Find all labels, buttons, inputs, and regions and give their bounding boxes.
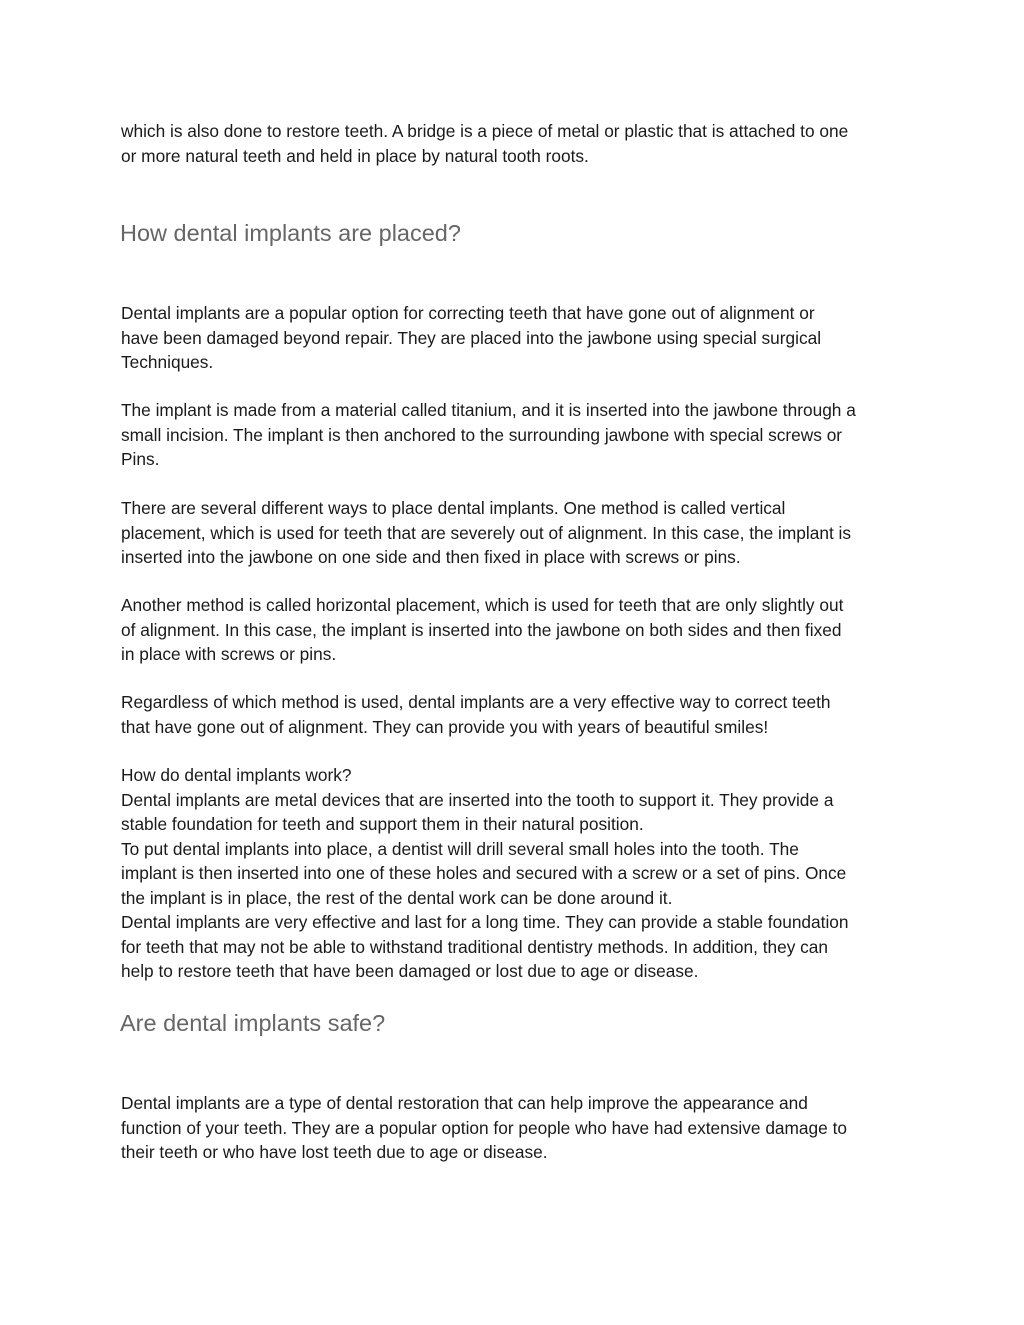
text-line: Dental implants are metal devices that are inserted into the tooth to support it. They provide a	[121, 789, 834, 810]
text-line: The implant is made from a material called titanium, and it is inserted into the jawbone through a	[121, 400, 856, 420]
text-line: of alignment. In this case, the implant is inserted into the jawbone on both sides and then fixed	[121, 619, 842, 640]
text-line: implant is then inserted into one of these holes and secured with a screw or a set of pins. Once	[121, 863, 847, 883]
text-line: for teeth that may not be able to withstand traditional dentistry methods. In addition, they can	[121, 936, 829, 957]
text-line: Techniques.	[121, 352, 214, 372]
placement-paragraph-2	[121, 398, 921, 472]
text-line: Dental implants are a type of dental restoration that can help improve the appearance and	[121, 1093, 808, 1113]
text-line: in place with screws or pins.	[121, 644, 337, 664]
placement-paragraph-5	[121, 690, 921, 739]
text-line: their teeth or who have lost teeth due to age or disease.	[121, 1142, 548, 1162]
text-line: Another method is called horizontal placement, which is used for teeth that are only slightly out	[121, 595, 844, 615]
section-heading-safety: Are dental implants safe?	[120, 1010, 386, 1036]
intro-paragraph	[121, 119, 921, 168]
placement-paragraph-4	[121, 593, 921, 667]
text-line: help to restore teeth that have been damaged or lost due to age or disease.	[121, 961, 699, 981]
text-line: that have gone out of alignment. They can provide you with years of beautiful smiles!	[121, 716, 769, 737]
section-heading-placement: How dental implants are placed?	[120, 220, 461, 246]
safety-paragraph-1	[121, 1091, 921, 1165]
text-line: Dental implants are a popular option for correcting teeth that have gone out of alignment or	[121, 303, 815, 323]
text-line: To put dental implants into place, a dentist will drill several small holes into the tooth. The	[121, 838, 799, 859]
how-implants-work-paragraph	[121, 763, 921, 984]
text-line: which is also done to restore teeth. A bridge is a piece of metal or plastic that is attached to one	[121, 121, 849, 141]
text-line: inserted into the jawbone on one side and then fixed in place with screws or pins.	[121, 547, 741, 567]
text-line: Regardless of which method is used, dental implants are a very effective way to correct teeth	[121, 692, 831, 712]
text-line: Dental implants are very effective and last for a long time. They can provide a stable foundation	[121, 912, 849, 932]
text-line: stable foundation for teeth and support them in their natural position.	[121, 814, 644, 834]
text-line: There are several different ways to place dental implants. One method is called vertical	[121, 498, 786, 518]
placement-paragraph-3	[121, 496, 921, 570]
text-line: or more natural teeth and held in place by natural tooth roots.	[121, 145, 589, 166]
text-line: the implant is in place, the rest of the dental work can be done around it.	[121, 887, 673, 908]
text-line: Pins.	[121, 449, 160, 469]
placement-paragraph-1	[121, 301, 921, 375]
text-line: function of your teeth. They are a popular option for people who have had extensive damage to	[121, 1117, 847, 1138]
text-line: have been damaged beyond repair. They are placed into the jawbone using special surgical	[121, 327, 822, 348]
text-line: small incision. The implant is then anchored to the surrounding jawbone with special screws or	[121, 424, 843, 445]
text-line: placement, which is used for teeth that are severely out of alignment. In this case, the implant is	[121, 522, 852, 543]
text-line: How do dental implants work?	[121, 765, 352, 785]
